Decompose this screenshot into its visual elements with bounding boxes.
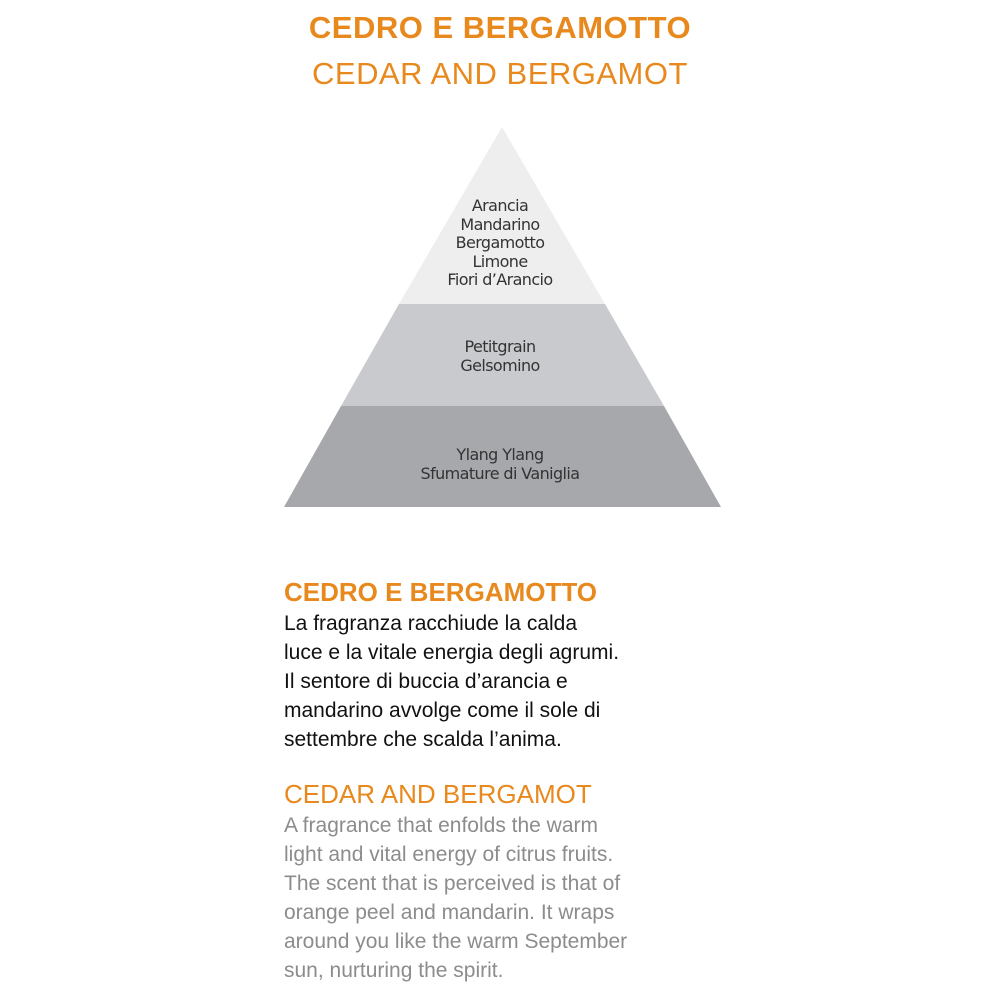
text-line: mandarino avvolge come il sole di [284, 699, 601, 722]
description-heading-english: CEDAR AND BERGAMOT [284, 779, 592, 809]
note-item: Limone [472, 251, 528, 271]
text-line: luce e la vitale energia degli agrumi. [284, 641, 620, 664]
text-line: light and vital energy of citrus fruits. [284, 843, 614, 866]
text-line: sun, nurturing the spirit. [284, 959, 504, 982]
heart-notes-list [300, 338, 700, 375]
note-item: Sfumature di Vaniglia [420, 463, 580, 483]
text-line: The scent that is perceived is that of [284, 872, 621, 895]
base-notes-list [300, 446, 700, 483]
text-line: La fragranza racchiude la calda [284, 612, 578, 635]
title-english: CEDAR AND BERGAMOT [312, 56, 688, 91]
description-body-english [284, 811, 744, 985]
description-english [284, 779, 744, 985]
description-heading-italian: CEDRO E BERGAMOTTO [284, 577, 597, 607]
text-line: Il sentore di buccia d’arancia e [284, 670, 568, 693]
note-item: Bergamotto [455, 233, 545, 252]
text-line: settembre che scalda l’anima. [284, 728, 562, 751]
description-body-italian [284, 609, 744, 754]
text-line: orange peel and mandarin. It wraps [284, 901, 615, 924]
note-item: Gelsomino [460, 355, 540, 375]
note-item: Ylang Ylang [456, 445, 544, 464]
top-notes-list [300, 197, 700, 290]
description-italian [284, 577, 744, 754]
text-line: around you like the warm September [284, 930, 628, 953]
note-item: Arancia [471, 196, 529, 215]
note-item: Mandarino [460, 214, 540, 234]
text-line: A fragrance that enfolds the warm [284, 814, 599, 837]
note-item: Fiori d’Arancio [447, 270, 553, 289]
title-italian: CEDRO E BERGAMOTTO [308, 10, 692, 45]
note-item: Petitgrain [464, 337, 536, 356]
